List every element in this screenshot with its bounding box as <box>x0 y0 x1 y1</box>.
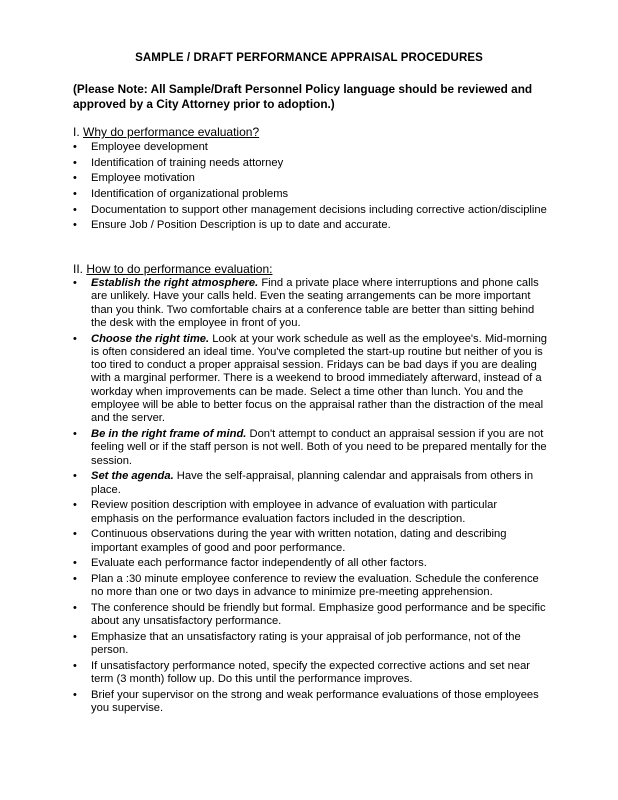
bullet-icon: • <box>73 499 77 512</box>
list-item <box>73 141 548 154</box>
list-item-lead: Be in the right frame of mind. <box>91 428 247 441</box>
list-item <box>73 428 548 468</box>
list-item-text: Continuous observations during the year with written notation, dating and describing important examples of good and poor performance. <box>91 528 507 554</box>
list-item-text: Look at your work schedule as well as the employee's. Mid-morning is often considered an ideal time. You've completed the start-up routine but neither of you is too tired to conduct a proper appraisal session. Fridays can be bad days if you are dealing with a marginal performer. There is a weekend to brood immediately afterward, instead of a workday when improvements can be made. Select a time other than lunch. You and the employee will be able to better focus on the appraisal rather than the distraction of the meal and the server. <box>91 332 548 425</box>
list-item <box>73 157 548 170</box>
list-item <box>73 557 548 570</box>
list-item-lead: Set the agenda. <box>91 470 174 483</box>
list-item <box>73 470 548 497</box>
bullet-icon: • <box>73 557 77 570</box>
list-item <box>73 277 548 330</box>
list-item-lead: Choose the right time. <box>91 332 210 345</box>
list-item <box>73 219 548 232</box>
list-item-text: Employee development <box>91 141 208 153</box>
bullet-icon: • <box>73 188 77 201</box>
section-2-number: II. <box>73 262 84 276</box>
section-2-title: How to do performance evaluation: <box>86 262 273 276</box>
list-item <box>73 188 548 201</box>
document-title: SAMPLE / DRAFT PERFORMANCE APPRAISAL PROCEDURES <box>135 52 483 64</box>
bullet-icon: • <box>73 428 77 441</box>
section-1-list <box>73 141 548 235</box>
list-item <box>73 602 548 629</box>
bullet-icon: • <box>73 156 77 169</box>
list-item <box>73 333 548 426</box>
list-item <box>73 528 548 555</box>
bullet-icon: • <box>73 332 77 345</box>
list-item <box>73 660 548 687</box>
bullet-icon: • <box>73 470 77 483</box>
list-item <box>73 172 548 185</box>
list-item <box>73 499 548 526</box>
bullet-icon: • <box>73 572 77 585</box>
list-item-text: Identification of training needs attorney <box>91 156 284 169</box>
section-1-number: I. <box>73 125 80 139</box>
list-item-text: Evaluate each performance factor independently of all other factors. <box>91 557 427 570</box>
bullet-icon: • <box>73 203 77 216</box>
bullet-icon: • <box>73 219 77 232</box>
attorney-review-note: (Please Note: All Sample/Draft Personnel Policy language should be reviewed and approved by a City Attorney prior to adoption.) <box>73 82 533 111</box>
list-item <box>73 204 548 217</box>
bullet-icon: • <box>73 688 77 701</box>
list-item-text: Emphasize that an unsatisfactory rating is your appraisal of job performance, not of the person. <box>91 630 521 657</box>
list-item-text: Employee motivation <box>91 172 195 185</box>
bullet-icon: • <box>73 172 77 185</box>
list-item-text: If unsatisfactory performance noted, specify the expected corrective actions and set near term (3 month) follow up. Do this until the performance improves. <box>91 659 531 686</box>
list-item-text: Plan a :30 minute employee conference to review the evaluation. Schedule the conference no more than one or two days in advance to minimize pre-meeting apprehension. <box>91 572 539 599</box>
list-item-lead: Establish the right atmosphere. <box>91 277 259 289</box>
section-1-title: Why do performance evaluation? <box>83 125 260 139</box>
section-1-heading <box>73 125 259 140</box>
list-item-text: Documentation to support other management decisions including corrective action/discipline <box>91 203 547 216</box>
list-item-text: Identification of organizational problems <box>91 188 289 201</box>
list-item-text: The conference should be friendly but formal. Emphasize good performance and be specific about any unsatisfactory performance. <box>91 601 546 628</box>
list-item <box>73 631 548 658</box>
section-2-list <box>73 277 548 718</box>
list-item-text: Ensure Job / Position Description is up to date and accurate. <box>91 219 391 232</box>
bullet-icon: • <box>73 659 77 672</box>
bullet-icon: • <box>73 601 77 614</box>
bullet-icon: • <box>73 630 77 643</box>
list-item-text: Don't attempt to conduct an appraisal session if you are not feeling well or if the staff person is not well. Both of you need to be prepared mentally for the session. <box>91 428 547 467</box>
list-item-text: Review position description with employee in advance of evaluation with particular emphasis on the performance evaluation factors included in the description. <box>91 499 498 525</box>
bullet-icon: • <box>73 528 77 541</box>
list-item <box>73 689 548 716</box>
section-2-heading <box>73 262 272 277</box>
bullet-icon: • <box>73 277 77 289</box>
list-item-text: Brief your supervisor on the strong and weak performance evaluations of those employees you supervise. <box>91 688 539 715</box>
list-item <box>73 573 548 600</box>
list-item-text: Find a private place where interruptions and phone calls are unlikely. Have your calls held. Even the seating arrangements can be more important than you think. Two comfortable chairs at a conference table are better than sitting behind the desk with the employee in front of you. <box>91 277 539 329</box>
bullet-icon: • <box>73 141 77 153</box>
list-item-text: Have the self-appraisal, planning calendar and appraisals from others in place. <box>91 470 534 496</box>
